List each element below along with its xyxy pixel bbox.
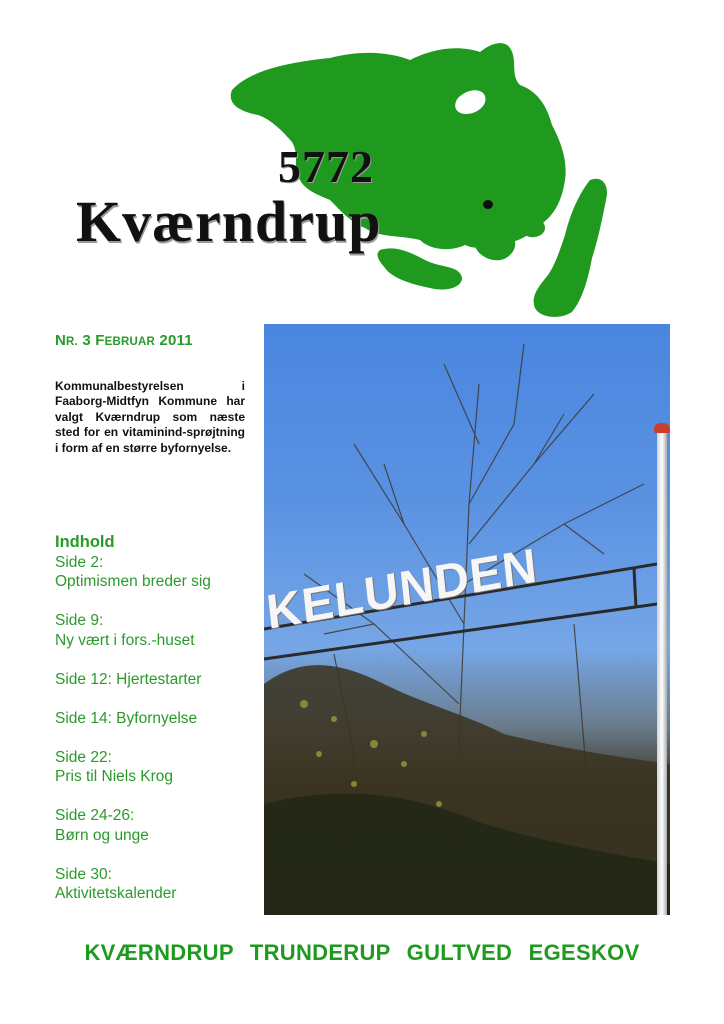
toc-entry xyxy=(55,806,260,845)
cover-photo xyxy=(264,324,670,915)
intro-paragraph: Kommunalbestyrelsen i Faaborg-Midtfyn Kommune har valgt Kværndrup som næste sted for en vitaminind-sprøjtning i form af en større byfornyelse. xyxy=(55,379,245,455)
toc-entry-title: Børn og unge xyxy=(55,826,149,844)
toc-entry-page: Side 9: xyxy=(55,612,104,629)
issue-nr-prefix: N xyxy=(55,332,67,349)
toc-entry-title: Pris til Niels Krog xyxy=(55,768,173,785)
toc-title: Indhold xyxy=(55,533,115,551)
issue-number: 3 xyxy=(82,332,91,349)
town-title: Kværndrup xyxy=(76,189,382,254)
toc-entry-page: Side 2: xyxy=(55,553,104,571)
toc-entry xyxy=(55,865,260,904)
toc-entry-page: Side 24-26: xyxy=(55,807,135,824)
toc-entry-page: Side 14: Byfornyelse xyxy=(55,709,198,727)
masthead xyxy=(0,30,724,320)
postcode-title: 5772 xyxy=(278,141,374,192)
issue-label xyxy=(55,332,193,349)
toc-entry-page: Side 12: Hjertestarter xyxy=(55,670,202,688)
issue-year: 2011 xyxy=(159,332,193,349)
table-of-contents xyxy=(55,533,260,923)
sign-lettering: KELUNDEN xyxy=(264,539,541,640)
flagpole xyxy=(657,427,667,915)
toc-entry xyxy=(55,748,260,787)
toc-entry xyxy=(55,611,260,650)
toc-entry xyxy=(55,670,260,690)
flagpole-cap xyxy=(654,423,670,433)
toc-entry-page: Side 30: xyxy=(55,865,112,883)
issue-month-rest: EBRUAR xyxy=(104,336,156,348)
issue-nr-suffix: R. xyxy=(66,336,78,348)
toc-entry xyxy=(55,553,260,592)
toc-entry xyxy=(55,709,260,729)
toc-entry-title: Optimismen breder sig xyxy=(55,573,211,590)
toc-entry-title: Ny vært i fors.-huset xyxy=(55,631,195,649)
toc-entry-page: Side 22: xyxy=(55,748,112,766)
location-dot-icon xyxy=(483,200,493,209)
issue-month-initial: F xyxy=(95,332,105,349)
toc-entry-title: Aktivitetskalender xyxy=(55,885,177,902)
footer-villages: KVÆRNDRUP TRUNDERUP GULTVED EGESKOV xyxy=(84,940,640,965)
